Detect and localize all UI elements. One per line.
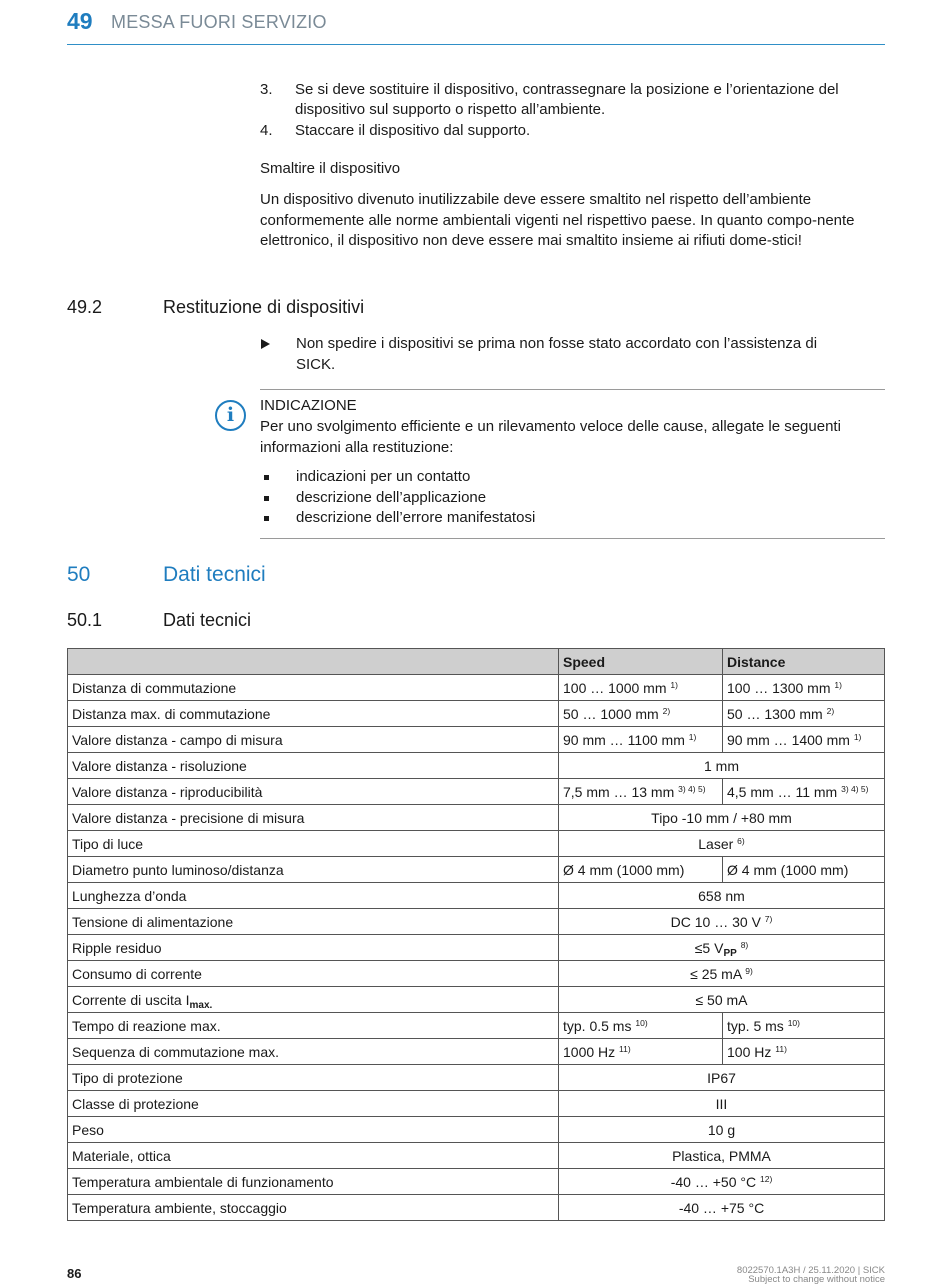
distance-value-cell: [723, 701, 885, 727]
cell-value: typ. 5 ms: [727, 1017, 784, 1034]
cell-value: ≤ 50 mA: [695, 991, 748, 1008]
cell-value: Temperatura ambientale di funzionamento: [72, 1173, 334, 1190]
row-label: [68, 1195, 559, 1221]
step-number: 4.: [260, 122, 273, 139]
cell-value: 1 mm: [704, 757, 739, 774]
table-row: [68, 935, 885, 961]
row-label: [68, 727, 559, 753]
row-label: [68, 1143, 559, 1169]
table-row: [68, 701, 885, 727]
cell-value: typ. 0.5 ms: [563, 1017, 632, 1034]
cell-value: Valore distanza - precisione di misura: [72, 809, 305, 826]
row-label: [68, 935, 559, 961]
cell-value: Consumo di corrente: [72, 965, 202, 982]
row-label: [68, 857, 559, 883]
table-row: [68, 961, 885, 987]
page-footer: [737, 1266, 885, 1284]
footnote-ref: 1): [853, 731, 862, 742]
header-cell: Distance: [723, 649, 885, 675]
cell-value: Lunghezza d’onda: [72, 887, 187, 904]
cell-value: ≤ 25 mA: [690, 965, 742, 982]
bullet-text: indicazioni per un contatto: [296, 468, 471, 485]
bullet-text: descrizione dell’errore manifestatosi: [296, 509, 536, 526]
table-row: [68, 1091, 885, 1117]
row-label: [68, 1065, 559, 1091]
cell-value: Ø 4 mm (1000 mm): [727, 861, 849, 878]
list-item: [260, 467, 860, 488]
shared-value-cell: [559, 831, 885, 857]
cell-value: Tipo di luce: [72, 835, 144, 852]
note-title: INDICAZIONE: [260, 397, 357, 414]
bullet-text: descrizione dell’applicazione: [296, 488, 487, 506]
row-label: [68, 753, 559, 779]
cell-value: 90 mm … 1100 mm: [563, 731, 685, 748]
cell-value: III: [715, 1095, 728, 1112]
row-label: [68, 675, 559, 701]
list-item: [260, 80, 885, 120]
cell-value: 7,5 mm … 13 mm: [563, 783, 675, 800]
table-row: [68, 779, 885, 805]
step-text: Se si deve sostituire il dispositivo, contrassegnare la posizione e l’orientazione del dispositivo sul supporto o rispetto all’ambiente.: [295, 81, 839, 118]
table-row: [68, 883, 885, 909]
cell-value: Distanza di commutazione: [72, 679, 237, 696]
change-notice: Subject to change without notice: [748, 1274, 885, 1285]
table-row: [68, 1039, 885, 1065]
row-label: [68, 779, 559, 805]
header-cell: [68, 649, 559, 675]
chapter-title: MESSA FUORI SERVIZIO: [111, 12, 327, 32]
speed-value-cell: [559, 675, 723, 701]
doc-reference: 8022570.1A3H / 25.11.2020 | SICK: [736, 1265, 885, 1276]
cell-value: Diametro punto luminoso/distanza: [72, 861, 284, 878]
distance-value-cell: [723, 779, 885, 805]
cell-value: Ripple residuo: [72, 939, 162, 956]
cell-value: 90 mm … 1400 mm: [727, 731, 850, 748]
table-row: [68, 753, 885, 779]
table-row: [68, 675, 885, 701]
cell-value: 100 … 1300 mm: [727, 679, 831, 696]
footnote-ref: 2): [662, 705, 671, 716]
table-row: [68, 831, 885, 857]
note-text: Per uno svolgimento efficiente e un rilevamento veloce delle cause, allegate le seguenti informazioni alla restituzione:: [260, 418, 841, 456]
speed-value-cell: [559, 857, 723, 883]
shared-value-cell: [559, 961, 885, 987]
cell-value: Tipo -10 mm / +80 mm: [651, 809, 792, 826]
table-row: [68, 1143, 885, 1169]
cell-value: Tipo di protezione: [72, 1069, 183, 1086]
cell-value: Tempo di reazione max.: [72, 1017, 221, 1034]
speed-value-cell: [559, 1039, 723, 1065]
footnote-ref: 1): [688, 731, 697, 742]
cell-value: 50 … 1300 mm: [727, 705, 823, 722]
row-label: [68, 909, 559, 935]
table-row: [68, 1117, 885, 1143]
shared-value-cell: [559, 1091, 885, 1117]
chapter-number: 50: [67, 563, 91, 586]
cell-value: Classe di protezione: [72, 1095, 199, 1112]
cell-value: 658 nm: [698, 887, 745, 904]
shared-value-cell: [559, 1195, 885, 1221]
cell-value: Materiale, ottica: [72, 1147, 171, 1164]
table-row: [68, 727, 885, 753]
shared-value-cell: [559, 805, 885, 831]
cell-value: Tensione di alimentazione: [72, 913, 234, 930]
cell-value: Temperatura ambiente, stoccaggio: [72, 1199, 287, 1216]
distance-value-cell: [723, 1039, 885, 1065]
section-number: 49.2: [67, 297, 103, 317]
shared-value-cell: [559, 987, 885, 1013]
speed-value-cell: [559, 779, 723, 805]
table-row: [68, 857, 885, 883]
footnote-ref: 1): [670, 679, 678, 690]
shared-value-cell: [559, 1065, 885, 1091]
row-label: [68, 1169, 559, 1195]
cell-value: Valore distanza - risoluzione: [72, 757, 247, 774]
row-label: [68, 1013, 559, 1039]
cell-value: ≤5 V: [694, 939, 724, 956]
subscript: PP: [723, 947, 737, 959]
shared-value-cell: [559, 909, 885, 935]
footnote-ref: 3) 4) 5): [841, 783, 869, 794]
distance-value-cell: [723, 727, 885, 753]
speed-value-cell: [559, 1013, 723, 1039]
technical-data-table: [67, 648, 885, 1221]
cell-value: Laser: [698, 835, 734, 852]
distance-value-cell: [723, 1013, 885, 1039]
cell-value: IP67: [707, 1069, 736, 1086]
disposal-heading: Smaltire il dispositivo: [260, 160, 401, 177]
cell-value: 10 g: [707, 1121, 736, 1138]
list-item: [260, 121, 885, 141]
row-label: [68, 1117, 559, 1143]
cell-value: DC 10 … 30 V: [670, 913, 761, 930]
shared-value-cell: [559, 753, 885, 779]
row-label: [68, 883, 559, 909]
cell-value: -40 … +50 °C: [670, 1173, 757, 1190]
subscript: max.: [189, 999, 213, 1011]
info-icon: i: [215, 400, 246, 431]
cell-value: 1000 Hz: [563, 1043, 616, 1060]
cell-value: Plastica, PMMA: [672, 1147, 771, 1164]
square-bullet-icon: [264, 475, 269, 480]
section-title: Restituzione di dispositivi: [163, 297, 365, 317]
table-row: [68, 805, 885, 831]
section-title: Dati tecnici: [163, 610, 252, 630]
chapter-title: Dati tecnici: [163, 563, 266, 586]
cell-value: Sequenza di commutazione max.: [72, 1043, 279, 1060]
row-label: [68, 831, 559, 857]
footnote-ref: 1): [834, 679, 842, 690]
speed-value-cell: [559, 701, 723, 727]
footnote-ref: 6): [737, 835, 745, 846]
cell-value: -40 … +75 °C: [678, 1199, 765, 1216]
shared-value-cell: [559, 1117, 885, 1143]
shared-value-cell: [559, 1143, 885, 1169]
cell-value: Peso: [72, 1121, 104, 1138]
table-row: [68, 1169, 885, 1195]
action-text: Non spedire i dispositivi se prima non fosse stato accordato con l’assistenza di SICK.: [296, 335, 818, 373]
chapter-number: 49: [67, 8, 93, 34]
note-bullet-list: [260, 467, 860, 529]
cell-value: 4,5 mm … 11 mm: [727, 783, 838, 800]
distance-value-cell: [723, 857, 885, 883]
footnote-ref: 11): [619, 1043, 631, 1054]
footnote-ref: 3) 4) 5): [678, 783, 706, 794]
table-header-row: [68, 649, 885, 675]
steps-list: [260, 80, 885, 142]
footnote-ref: 12): [759, 1173, 773, 1184]
row-label: [68, 805, 559, 831]
footnote-ref: 11): [775, 1043, 787, 1054]
page-number: 86: [67, 1266, 82, 1281]
triangle-bullet-icon: [261, 339, 270, 349]
disposal-text: Un dispositivo divenuto inutilizzabile deve essere smaltito nel rispetto dell’ambiente conformemente alle norme ambientali vigenti nel rispettivo paese. In quanto compo-nente elettronico, il dispositivo non deve essere mai smaltito insieme ai rifiuti dome-stici!: [260, 191, 855, 249]
row-label: [68, 1039, 559, 1065]
cell-value: Valore distanza - riproducibilità: [72, 783, 263, 800]
table-row: [68, 987, 885, 1013]
table-row: [68, 1195, 885, 1221]
cell-value: Valore distanza - campo di misura: [72, 731, 283, 748]
footnote-ref: 2): [826, 705, 835, 716]
square-bullet-icon: [264, 516, 269, 521]
footnote-ref: 9): [745, 965, 753, 976]
step-text: Staccare il dispositivo dal supporto.: [295, 122, 531, 139]
table-row: [68, 1013, 885, 1039]
row-label: [68, 701, 559, 727]
footnote-ref: 8): [740, 939, 749, 950]
distance-value-cell: [723, 675, 885, 701]
table-row: [68, 1065, 885, 1091]
footnote-ref: 10): [635, 1017, 648, 1028]
cell-value: Ø 4 mm (1000 mm): [563, 861, 685, 878]
note-box: [226, 389, 885, 539]
page-header: [67, 6, 885, 45]
cell-value: Corrente di uscita I: [72, 991, 190, 1008]
cell-value: Distanza max. di commutazione: [72, 705, 271, 722]
step-number: 3.: [260, 81, 273, 98]
list-item: [260, 488, 860, 509]
row-label: [68, 1091, 559, 1117]
footnote-ref: 7): [764, 913, 773, 924]
shared-value-cell: [559, 1169, 885, 1195]
footnote-ref: 10): [787, 1017, 800, 1028]
table-row: [68, 909, 885, 935]
section-number: 50.1: [67, 610, 103, 630]
row-label: [68, 987, 559, 1013]
row-label: [68, 961, 559, 987]
list-item: [260, 508, 860, 529]
header-cell: Speed: [559, 649, 723, 675]
speed-value-cell: [559, 727, 723, 753]
action-step: [260, 334, 860, 375]
shared-value-cell: [559, 883, 885, 909]
cell-value: 100 … 1000 mm: [563, 679, 667, 696]
cell-value: 50 … 1000 mm: [563, 705, 659, 722]
cell-value: 100 Hz: [727, 1043, 772, 1060]
square-bullet-icon: [264, 496, 269, 501]
shared-value-cell: [559, 935, 885, 961]
